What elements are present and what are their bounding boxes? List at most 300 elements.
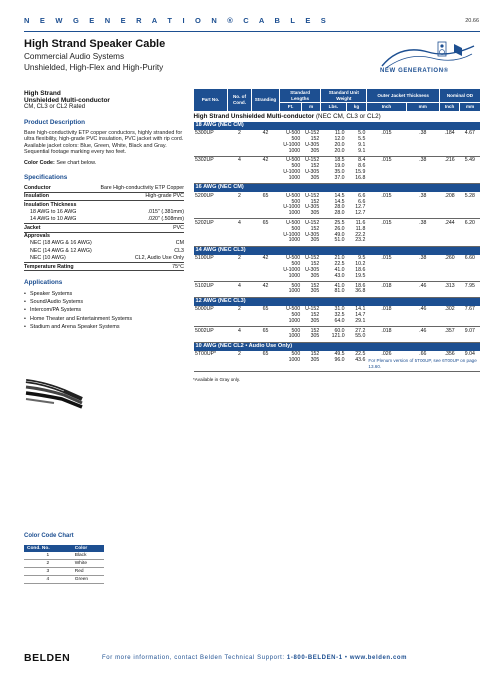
spec-value: .015" (.381mm) (147, 208, 184, 215)
weight-kg: 14.1 (355, 306, 366, 313)
conductor-count: 2 (238, 192, 241, 199)
weight-lbs: 49.5 (334, 351, 345, 358)
length-m: 152 (310, 327, 320, 334)
empty-cell (460, 274, 480, 282)
product-heading-2: Unshielded Multi-conductor (24, 97, 110, 105)
empty-cell (460, 334, 480, 342)
length-ft: U-500 (286, 306, 301, 313)
weight-kg: 23.2 (346, 238, 367, 246)
color-code-value: See chart below. (56, 159, 97, 166)
column-header: No. of Cond. (228, 89, 252, 111)
weight-lbs: 18.5 (334, 157, 345, 164)
length-ft: U-1000 (283, 141, 301, 148)
color-chart-title: Color Code Chart (24, 533, 74, 539)
empty-cell (228, 358, 252, 372)
table-caption (194, 111, 481, 122)
weight-lbs: 81.0 (321, 289, 346, 297)
weight-kg: 15.9 (355, 169, 366, 176)
spec-value: High-grade PVC (96, 192, 184, 200)
page-subtitle-2: Unshielded, High-Flex and High-Purity (24, 63, 164, 72)
conductor-count: 2 (238, 306, 241, 313)
column-subheader: Inch (439, 103, 459, 111)
length-m: 305 (302, 334, 321, 342)
empty-cell (460, 211, 480, 219)
spec-value: 75°C (96, 263, 184, 271)
column-header: Stranding (252, 89, 280, 111)
empty-cell (194, 176, 228, 184)
weight-lbs: 19.0 (334, 163, 345, 170)
part-number: 5000UP (195, 306, 214, 313)
spec-value: CL2, Audio Use Only (96, 255, 184, 263)
plenum-note: For Plenum version of 5T00UP, see 6T00UP on page 13.60. (367, 358, 480, 372)
page-header (0, 0, 503, 34)
weight-lbs: 41.0 (334, 282, 345, 289)
column-subheader: m (302, 103, 321, 111)
column-subheader: Lbs. (321, 103, 346, 111)
empty-cell (367, 238, 406, 246)
length-ft: U-500 (286, 130, 301, 137)
column-subheader: Ft. (280, 103, 302, 111)
length-ft: 1000 (280, 149, 302, 157)
weight-lbs: 96.0 (321, 358, 346, 372)
conductor-count: 4 (238, 157, 241, 164)
length-m: 305 (302, 238, 321, 246)
spec-value: .020" (.508mm) (96, 216, 184, 224)
jacket-thickness-mm: .46 (419, 282, 427, 289)
column-header: Cond. No. (24, 545, 72, 552)
weight-lbs: 20.0 (321, 149, 346, 157)
jacket-thickness-inch: .015 (381, 157, 392, 164)
empty-cell (439, 211, 459, 219)
stranding: 42 (262, 255, 269, 262)
empty-cell (439, 334, 459, 342)
length-ft: 500 (291, 351, 301, 358)
length-ft: 500 (291, 327, 301, 334)
length-m: U-305 (305, 204, 320, 211)
separator: • (342, 655, 350, 661)
column-header: Standard Lengths (280, 89, 321, 103)
weight-lbs: 14.5 (334, 192, 345, 199)
length-m: 305 (302, 176, 321, 184)
od-inch: .184 (444, 130, 455, 137)
od-mm: 5.49 (464, 157, 475, 164)
empty-cell (367, 334, 406, 342)
list-item: • Speaker Systems (24, 290, 184, 298)
empty-cell (367, 149, 406, 157)
awg-group-header (194, 184, 481, 193)
od-inch: .356 (444, 351, 455, 358)
empty-cell (228, 149, 252, 157)
empty-cell (406, 289, 439, 297)
cond-no: 4 (24, 575, 72, 583)
weight-lbs: 121.0 (321, 334, 346, 342)
weight-kg: 12.7 (355, 204, 366, 211)
cond-color: White (72, 560, 104, 568)
column-subheader: mm (460, 103, 480, 111)
group-label: 12 AWG (NEC CL3) (194, 297, 481, 306)
od-inch: .302 (444, 306, 455, 313)
length-m: 305 (302, 358, 321, 372)
empty-cell (194, 238, 228, 246)
od-inch: .216 (444, 157, 455, 164)
conductor-count: 2 (238, 255, 241, 262)
jacket-thickness-inch: .026 (381, 351, 392, 358)
part-number: 5202UP (195, 219, 214, 226)
list-item: • Home Theater and Entertainment Systems (24, 315, 184, 323)
length-ft: U-500 (286, 219, 301, 226)
empty-cell (194, 149, 228, 157)
product-table-body (194, 111, 481, 372)
empty-cell (228, 274, 252, 282)
table-row (194, 334, 481, 342)
weight-kg: 8.4 (358, 157, 366, 164)
awg-group-header (194, 297, 481, 306)
weight-kg: 9.1 (346, 149, 367, 157)
column-header: Standard Unit Weight (321, 89, 367, 103)
weight-kg: 43.6 (346, 358, 367, 372)
part-number: 5102UP (195, 282, 214, 289)
table-row (194, 274, 481, 282)
empty-cell (460, 289, 480, 297)
conductor-count: 4 (238, 219, 241, 226)
weight-lbs: 21.0 (334, 255, 345, 262)
length-ft: 1000 (280, 334, 302, 342)
empty-cell (460, 149, 480, 157)
weight-kg: 36.8 (346, 289, 367, 297)
applications-title: Applications (24, 279, 63, 287)
part-number: 5200UP (195, 192, 214, 199)
stranding: 42 (262, 130, 269, 137)
jacket-thickness-inch: .015 (381, 219, 392, 226)
page-subtitle-1: Commercial Audio Systems (24, 52, 125, 61)
od-inch: .260 (444, 255, 455, 262)
length-ft: 500 (291, 163, 301, 170)
od-inch: .313 (444, 282, 455, 289)
length-m: 305 (302, 149, 321, 157)
spec-label: Jacket (24, 224, 96, 232)
empty-cell (367, 211, 406, 219)
part-number: 5T00UP* (195, 351, 217, 358)
od-mm: 6.20 (464, 219, 475, 226)
length-m: 152 (310, 282, 320, 289)
ratings: CM, CL3 or CL2 Rated (24, 104, 86, 111)
belden-logo: BELDEN (24, 652, 71, 664)
group-label: 16 AWG (NEC CM) (194, 184, 481, 193)
weight-kg: 5.5 (358, 136, 366, 143)
length-ft: 500 (291, 136, 301, 143)
table-row (194, 238, 481, 246)
spec-value: CM (175, 240, 184, 247)
part-number: 5002UP (195, 327, 214, 334)
weight-kg: 6.6 (358, 192, 366, 199)
jacket-thickness-mm: .38 (419, 157, 427, 164)
weight-lbs: 60.0 (334, 327, 345, 334)
table-row (194, 289, 481, 297)
weight-lbs: 28.0 (334, 204, 345, 211)
weight-kg: 9.5 (358, 255, 366, 262)
empty-cell (252, 358, 280, 372)
jacket-thickness-inch: .015 (381, 130, 392, 137)
spec-sublabel: NEC (18 AWG & 16 AWG) (30, 240, 92, 247)
od-mm: 5.28 (464, 192, 475, 199)
spec-sublabel: NEC (14 AWG & 12 AWG) (30, 247, 92, 254)
weight-kg: 55.0 (346, 334, 367, 342)
length-ft: U-1000 (283, 266, 301, 273)
od-mm: 6.60 (464, 255, 475, 262)
stranding: 65 (262, 327, 269, 334)
empty-cell (406, 149, 439, 157)
length-ft: U-1000 (283, 169, 301, 176)
empty-cell (460, 319, 480, 327)
weight-kg: 5.0 (358, 130, 366, 137)
contact-prefix: For more information, contact Belden Technical Support: (102, 655, 287, 661)
empty-cell (194, 211, 228, 219)
empty-cell (252, 211, 280, 219)
cond-color: Black (72, 552, 104, 559)
weight-kg: 22.5 (355, 351, 366, 358)
jacket-thickness-inch: .015 (381, 255, 392, 262)
length-m: 152 (310, 136, 320, 143)
empty-cell (406, 319, 439, 327)
list-item: • Stadium and Arena Speaker Systems (24, 323, 184, 331)
jacket-thickness-inch: .018 (381, 306, 392, 313)
empty-cell (439, 289, 459, 297)
empty-cell (367, 319, 406, 327)
phone-number: 1-800-BELDEN-1 (286, 655, 343, 661)
length-ft: 500 (291, 261, 301, 268)
product-table-area (193, 89, 480, 382)
color-code-label: Color Code: (24, 159, 55, 166)
length-ft: U-500 (286, 255, 301, 262)
empty-cell (252, 289, 280, 297)
column-header: Part No. (194, 89, 228, 111)
part-number: 5100UP (195, 255, 214, 262)
length-m: 152 (310, 198, 320, 205)
group-label: 14 AWG (NEC CL3) (194, 246, 481, 255)
spec-label: Approvals (24, 233, 50, 240)
contact-line (102, 655, 407, 661)
length-ft: 1000 (280, 211, 302, 219)
column-header: Color (72, 545, 104, 552)
jacket-thickness-mm: .46 (419, 306, 427, 313)
series-banner: N E W G E N E R A T I O N ® C A B L E S (24, 16, 331, 25)
weight-lbs: 25.5 (334, 219, 345, 226)
column-header: Nominal OD (439, 89, 480, 103)
weight-lbs: 11.0 (334, 130, 345, 137)
color-code-chart (24, 545, 104, 584)
weight-kg: 14.7 (355, 312, 366, 319)
weight-lbs: 64.0 (321, 319, 346, 327)
spec-sublabel: 14 AWG to 10 AWG (24, 216, 96, 224)
jacket-thickness-mm: .38 (419, 219, 427, 226)
length-m: 152 (310, 225, 320, 232)
empty-cell (406, 211, 439, 219)
weight-kg: 12.7 (346, 211, 367, 219)
caption-bold: High Strand Unshielded Multi-conductor (193, 112, 315, 120)
empty-cell (406, 334, 439, 342)
weight-kg: 6.6 (358, 198, 366, 205)
specifications-title: Specifications (24, 173, 68, 181)
jacket-thickness-mm: .38 (419, 255, 427, 262)
length-ft: 1000 (280, 274, 302, 282)
description-text: Bare high-conductivity ETP copper conductors, highly stranded for ultra flexibility, high-grade PVC insulation, PVC jacket with rip cord. Available jacket colors: Blue, Green, White, Black and Gray. Sequential footage marking every two feet. (24, 129, 184, 156)
table-row (194, 211, 481, 219)
weight-kg: 8.6 (358, 163, 366, 170)
jacket-thickness-mm: .38 (419, 130, 427, 137)
jacket-thickness-mm: .66 (419, 351, 427, 358)
table-row (194, 149, 481, 157)
empty-cell (460, 238, 480, 246)
empty-cell (439, 149, 459, 157)
stranding: 42 (262, 282, 269, 289)
applications-list (24, 290, 184, 331)
part-number: 5302UP (195, 157, 214, 164)
length-m: U-305 (305, 231, 320, 238)
cable-illustration-icon (24, 375, 84, 409)
empty-cell (406, 238, 439, 246)
length-ft: 1000 (280, 319, 302, 327)
column-subheader: mm (406, 103, 439, 111)
empty-cell (194, 334, 228, 342)
weight-kg: 18.6 (355, 282, 366, 289)
footnote: *Available in Gray only. (193, 377, 241, 383)
weight-lbs: 14.5 (334, 198, 345, 205)
product-heading-1: High Strand (24, 90, 61, 97)
conductor-count: 2 (238, 351, 241, 358)
spec-value: CL3 (174, 247, 184, 254)
empty-cell (194, 274, 228, 282)
length-m: U-152 (305, 255, 320, 262)
empty-cell (228, 319, 252, 327)
weight-kg: 11.8 (355, 225, 366, 232)
empty-cell (367, 274, 406, 282)
weight-kg: 22.2 (355, 231, 366, 238)
length-m: 305 (302, 319, 321, 327)
specifications-table (24, 184, 184, 271)
weight-lbs: 37.0 (321, 176, 346, 184)
length-ft: 500 (291, 225, 301, 232)
empty-cell (228, 176, 252, 184)
weight-lbs: 26.0 (334, 225, 345, 232)
empty-cell (252, 176, 280, 184)
length-ft: 1000 (280, 238, 302, 246)
length-m: U-152 (305, 157, 320, 164)
table-row (24, 567, 104, 575)
column-header: Outer Jacket Thickness (367, 89, 440, 103)
length-m: 152 (310, 163, 320, 170)
empty-cell (439, 238, 459, 246)
empty-cell (367, 176, 406, 184)
length-ft: U-1000 (283, 204, 301, 211)
empty-cell (252, 334, 280, 342)
page-number: 20.66 (465, 18, 479, 24)
length-ft: U-1000 (283, 231, 301, 238)
od-mm: 7.95 (464, 282, 475, 289)
empty-cell (228, 211, 252, 219)
length-m: 305 (302, 211, 321, 219)
od-inch: .208 (444, 192, 455, 199)
empty-cell (228, 238, 252, 246)
weight-kg: 18.6 (355, 266, 366, 273)
list-item: • Sound/Audio Systems (24, 298, 184, 306)
length-ft: 500 (291, 312, 301, 319)
conductor-count: 2 (238, 130, 241, 137)
jacket-thickness-mm: .38 (419, 192, 427, 199)
empty-cell (194, 358, 228, 372)
weight-lbs: 12.0 (334, 136, 345, 143)
description-title: Product Description (24, 119, 86, 126)
empty-cell (228, 289, 252, 297)
length-ft: U-500 (286, 157, 301, 164)
weight-lbs: 43.0 (321, 274, 346, 282)
cond-color: Green (72, 575, 104, 583)
cond-no: 1 (24, 552, 72, 559)
column-subheader: Inch (367, 103, 406, 111)
stranding: 42 (262, 157, 269, 164)
spec-label: Insulation Thickness (24, 201, 77, 208)
jacket-thickness-inch: .018 (381, 282, 392, 289)
part-number: 5300UP (195, 130, 214, 137)
length-ft: U-500 (286, 192, 301, 199)
table-row (194, 358, 481, 372)
length-m: 305 (302, 289, 321, 297)
spec-sublabel: NEC (10 AWG) (24, 255, 96, 263)
stranding: 65 (262, 306, 269, 313)
length-m: 152 (310, 351, 320, 358)
column-subheader: kg (346, 103, 367, 111)
length-ft: 1000 (280, 176, 302, 184)
length-m: U-305 (305, 169, 320, 176)
spec-sublabel: 18 AWG to 16 AWG (30, 208, 77, 215)
awg-group-header (194, 246, 481, 255)
jacket-thickness-mm: .46 (419, 327, 427, 334)
group-label: 10 AWG (NEC CL2 • Audio Use Only) (194, 342, 481, 351)
od-mm: 7.67 (464, 306, 475, 313)
weight-kg: 19.5 (346, 274, 367, 282)
cond-no: 2 (24, 560, 72, 568)
jacket-thickness-inch: .018 (381, 327, 392, 334)
color-code-line (24, 160, 184, 167)
length-m: 305 (302, 274, 321, 282)
weight-lbs: 49.0 (334, 231, 345, 238)
weight-lbs: 31.0 (334, 306, 345, 313)
length-ft: 500 (291, 198, 301, 205)
list-item: • Intercom/PA Systems (24, 306, 184, 314)
table-row (194, 319, 481, 327)
length-m: U-152 (305, 306, 320, 313)
jacket-thickness-inch: .015 (381, 192, 392, 199)
stranding: 65 (262, 351, 269, 358)
website-link[interactable]: www.belden.com (349, 655, 408, 661)
caption-rest: (NEC CM, CL3 or CL2) (315, 112, 381, 120)
length-ft: 1000 (280, 358, 302, 372)
awg-group-header (194, 122, 481, 130)
group-label: 18 AWG (NEC CM) (194, 122, 481, 130)
weight-kg: 9.1 (358, 141, 366, 148)
table-row (24, 560, 104, 568)
weight-lbs: 35.0 (334, 169, 345, 176)
empty-cell (194, 289, 228, 297)
weight-kg: 11.6 (355, 219, 366, 226)
length-ft: 500 (291, 282, 301, 289)
length-m: 152 (310, 261, 320, 268)
weight-lbs: 41.0 (334, 266, 345, 273)
od-mm: 9.04 (464, 351, 475, 358)
conductor-count: 4 (238, 282, 241, 289)
empty-cell (439, 176, 459, 184)
table-row (194, 176, 481, 184)
weight-lbs: 20.0 (334, 141, 345, 148)
